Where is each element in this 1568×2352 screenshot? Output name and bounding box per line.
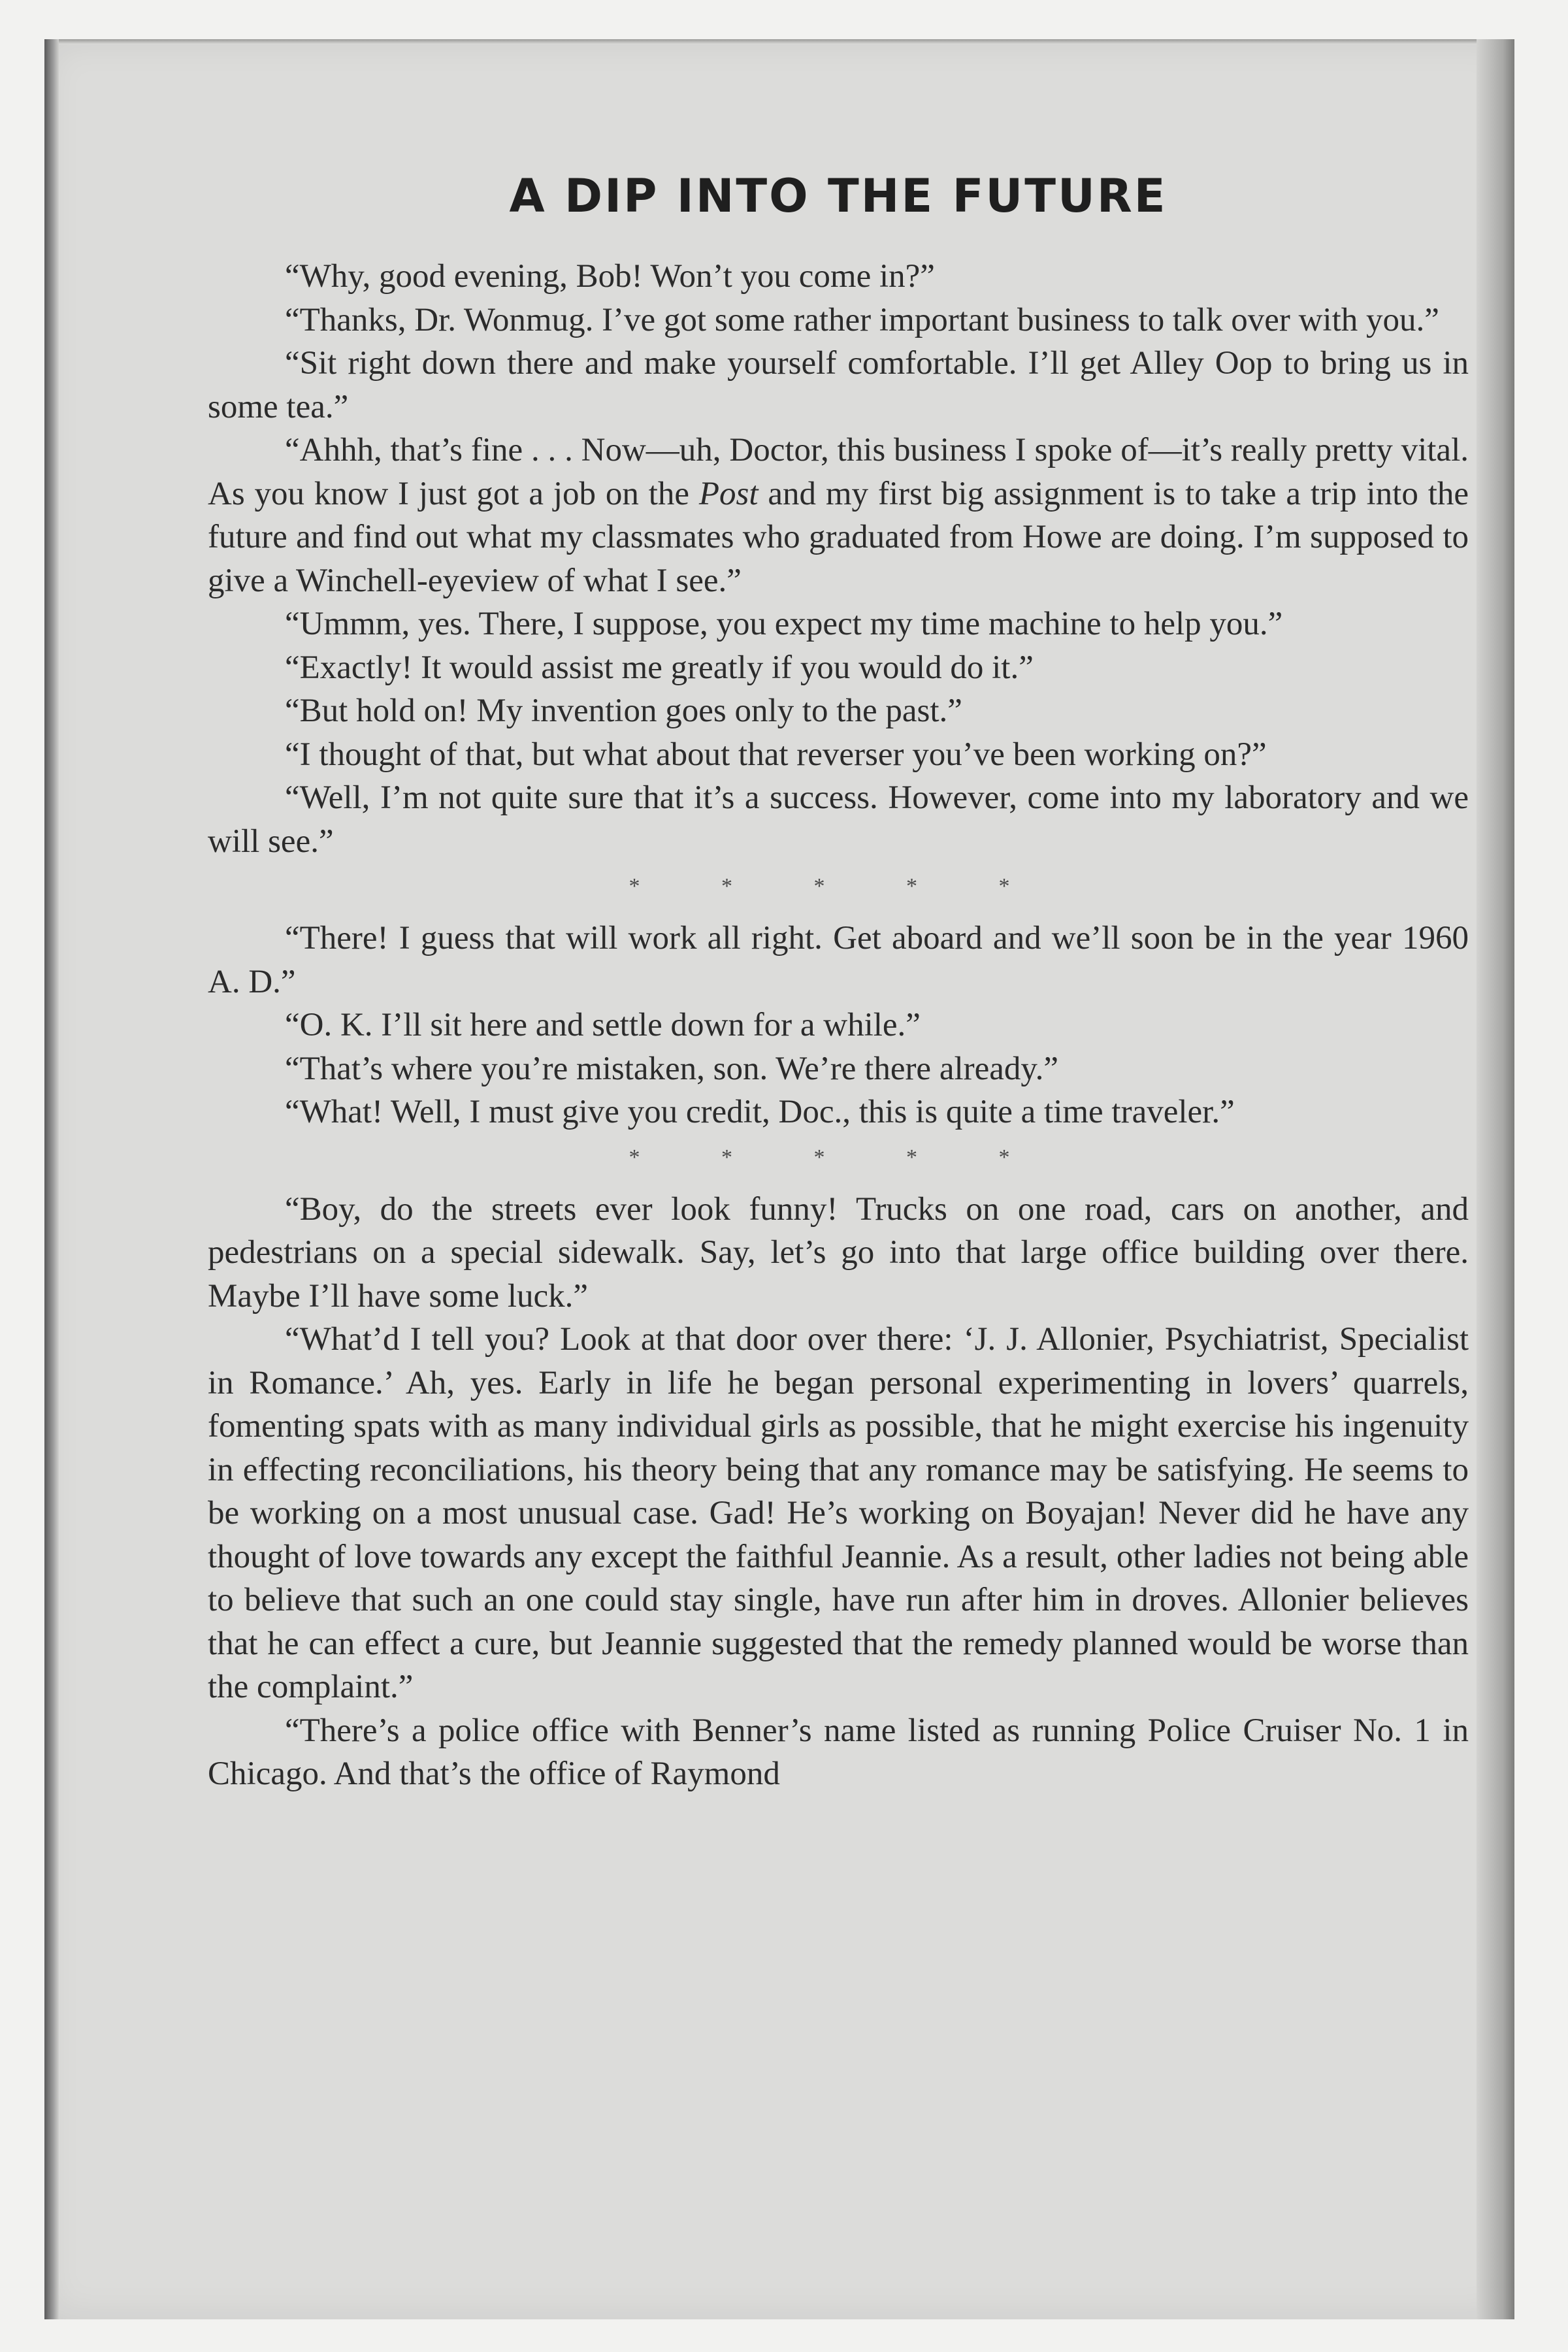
paragraph: “There’s a police office with Benner’s name listed as running Police Cruiser No. 1 in Chicago. And that’s the office of Raymond <box>208 1712 1469 1792</box>
paragraph: “There! I guess that will work all right. Get aboard and we’ll soon be in the year 1960 A. D.” <box>208 920 1469 1000</box>
page-edge-right <box>1477 39 1514 2319</box>
page-edge-top <box>44 39 1514 44</box>
paragraph <box>208 429 1469 602</box>
paragraph: “Boy, do the streets ever look funny! Trucks on one road, cars on another, and pedestrians on a special sidewalk. Say, let’s go into that large office building over there. Maybe I’ll have some luck.” <box>208 1190 1469 1315</box>
article-body <box>208 163 1469 1796</box>
section-break: * * * * * <box>629 1145 1048 1169</box>
article-title: A DIP INTO THE FUTURE <box>509 169 1168 223</box>
paragraph: “O. K. I’ll sit here and settle down for a while.” <box>285 1007 921 1043</box>
paragraph: “Well, I’m not quite sure that it’s a success. However, come into my laboratory and we will see.” <box>208 779 1469 860</box>
paragraph-text: and my first big assignment is to take a trip into the future and find out what my classmates who graduated from Howe are doing. I’m supposed to give a Winchell-eyeview of what I see.” <box>208 475 1469 599</box>
paragraph: “That’s where you’re mistaken, son. We’re there already.” <box>285 1050 1058 1087</box>
paragraph-text: “Ahhh, that’s fine . . . Now—uh, Doctor, this business I spoke of—it’s really pretty vital. As you know I just got a job on the <box>208 432 1469 512</box>
paragraph: “Exactly! It would assist me greatly if you would do it.” <box>285 649 1034 686</box>
paragraph: “Sit right down there and make yourself comfortable. I’ll get Alley Oop to bring us in some tea.” <box>208 345 1469 425</box>
page-edge-left <box>44 39 59 2319</box>
section-break: * * * * * <box>629 874 1048 898</box>
paragraph: “I thought of that, but what about that reverser you’ve been working on?” <box>285 736 1267 773</box>
paragraph: “What’d I tell you? Look at that door over there: ‘J. J. Allonier, Psychiatrist, Specialist in Romance.’ Ah, yes. Early in life he began personal experimenting in lovers’ quarrels, fomenting spats with as many individual girls as possible, that he might exercise his ingenuity in effecting reconciliations, his theory being that any romance may be satisfying. He seems to be working on a most unusual case. Gad! He’s working on Boyajan! Never did he have any thought of love towards any except the faithful Jeannie. As a result, other ladies not being able to believe that such an one could stay single, have run after him in droves. Allonier believes that he can effect a cure, but Jeannie suggested that the remedy planned would be worse than the complaint.” <box>208 1321 1469 1705</box>
paragraph: “What! Well, I must give you credit, Doc., this is quite a time traveler.” <box>285 1094 1235 1130</box>
paragraph: “Ummm, yes. There, I suppose, you expect my time machine to help you.” <box>285 606 1283 642</box>
paragraph: “But hold on! My invention goes only to the past.” <box>285 693 962 729</box>
paragraph: “Why, good evening, Bob! Won’t you come in?” <box>285 258 935 295</box>
paragraph: “Thanks, Dr. Wonmug. I’ve got some rather important business to talk over with you.” <box>285 301 1439 338</box>
newspaper-name: Post <box>698 475 759 512</box>
